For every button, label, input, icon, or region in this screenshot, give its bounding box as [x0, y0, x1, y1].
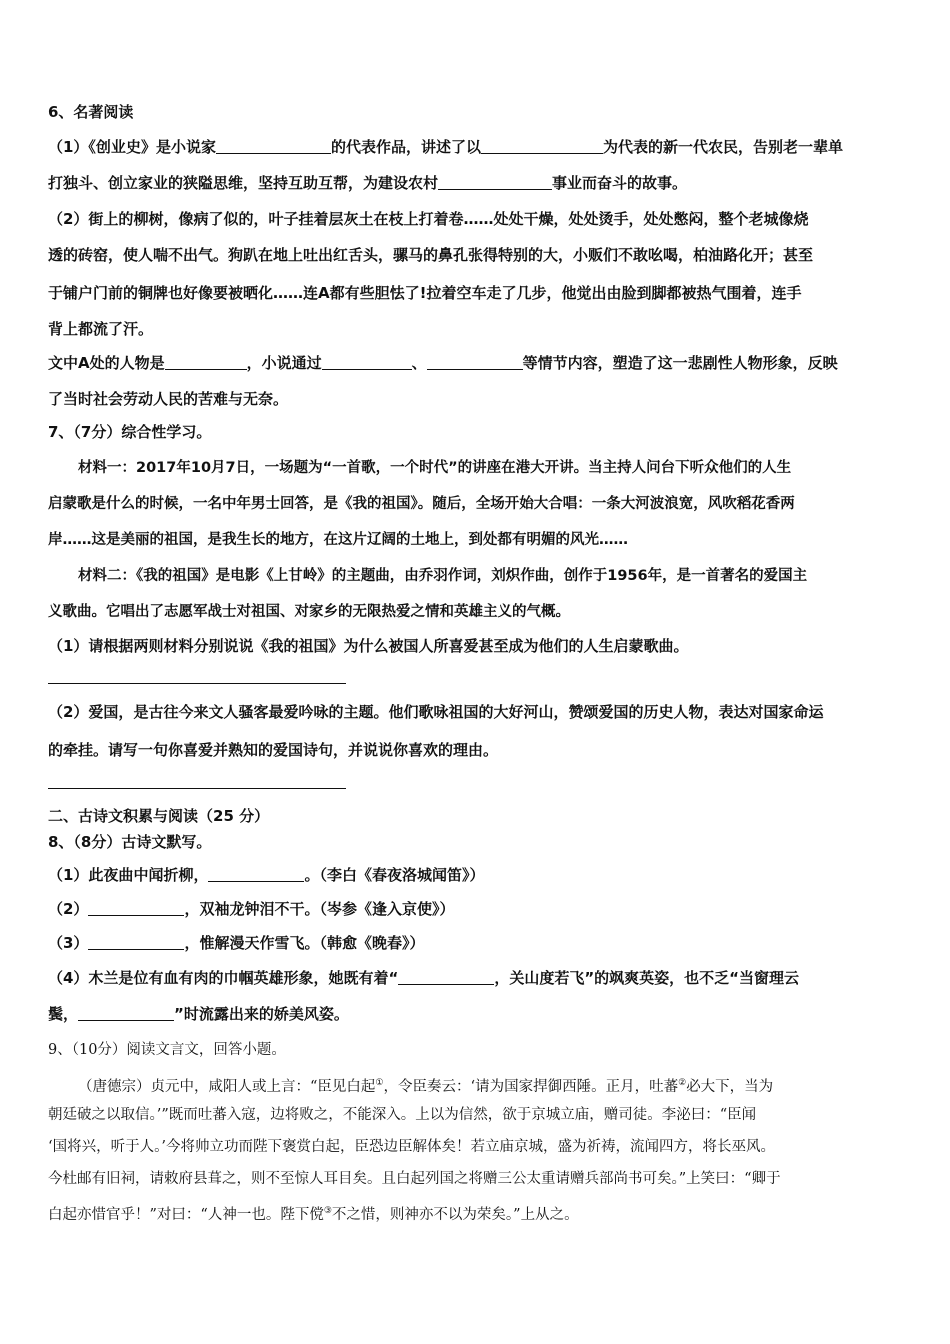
text: ，小说通过 [246, 354, 322, 372]
text: 鬓， [48, 1005, 79, 1023]
q6-p1-line1 [48, 137, 843, 157]
text: （1）此夜曲中闻折柳， [48, 866, 209, 884]
q7-question2-line1: （2）爱国，是古往今来文人骚客最爱吟咏的主题。他们歌咏祖国的大好河山，赞颂爱国的历史人物，表达对国家命运 [48, 703, 824, 721]
q8-item4-line1 [48, 968, 799, 988]
text: （3） [48, 934, 89, 952]
text: 打独斗、创立家业的狭隘思维，坚持互助互帮，为建设农村 [48, 174, 439, 192]
text: （2） [48, 900, 89, 918]
q7-material1-line3: 岸……这是美丽的祖国，是我生长的地方，在这片辽阔的土地上，到处都有明媚的风光…… [48, 532, 628, 548]
q6-p2-line2: 透的砖窑，使人喘不出气。狗趴在地上吐出红舌头，骡马的鼻孔张得特别的大，小贩们不敢吆喝，柏油路化开；甚至 [48, 246, 814, 264]
text: 的代表作品，讲述了以 [330, 138, 481, 156]
text: 文中A处的人物是 [48, 354, 165, 372]
text: ，双袖龙钟泪不干。（岑参《逢入京使》） [184, 900, 455, 918]
q9-text-line3: ‘国将兴，听于人。’今将帅立功而陛下褒赏白起，臣恐边臣解体矣！若立庙京城，盛为祈祷，流闻四方，将长巫风。 [48, 1139, 775, 1155]
q7-question1: （1）请根据两则材料分别说说《我的祖国》为什么被国人所喜爱甚至成为他们的人生启蒙歌曲。 [48, 637, 689, 655]
text: ，令臣奏云：‘请为国家捍御西陲。正月，吐蕃 [383, 1078, 679, 1095]
answer-line-q7-1[interactable] [48, 683, 346, 684]
q7-material1-line1: 材料一：2017年10月7日，一场题为“一首歌，一个时代”的讲座在港大开讲。当主持人问台下听众他们的人生 [78, 460, 792, 476]
q6-p2-line1: （2）街上的柳树，像病了似的，叶子挂着层灰土在枝上打着卷……处处干燥，处处烫手，处处憋闷，整个老城像烧 [48, 210, 809, 228]
fill-blank-poem2[interactable] [88, 900, 184, 916]
fill-blank-person[interactable] [165, 354, 247, 370]
text: 不之惜，则神亦不以为荣矣。”上从之。 [331, 1206, 579, 1223]
text: ”时流露出来的娇美风姿。 [174, 1005, 349, 1023]
q6-title: 6、名著阅读 [48, 103, 134, 121]
footnote-mark: ② [678, 1078, 687, 1088]
q6-p2-line4: 背上都流了汗。 [48, 320, 154, 338]
q9-title: 9、（10分）阅读文言文，回答小题。 [48, 1042, 286, 1058]
text: 为代表的新一代农民，告别老一辈单 [602, 138, 843, 156]
q8-item1 [48, 865, 484, 885]
fill-blank-plot1[interactable] [322, 354, 412, 370]
q8-item3 [48, 933, 424, 953]
fill-blank-cause[interactable] [438, 174, 552, 190]
footnote-mark: ③ [323, 1206, 332, 1216]
fill-blank-poem3[interactable] [88, 934, 184, 950]
q7-material2-line1: 材料二：《我的祖国》是电影《上甘岭》的主题曲，由乔羽作词，刘炽作曲，创作于1956年，是一首著名的爱国主 [78, 568, 808, 584]
text: 事业而奋斗的故事。 [552, 174, 688, 192]
text: 等情节内容，塑造了这一悲剧性人物形象，反映 [522, 354, 838, 372]
text: 、 [411, 354, 427, 372]
q6-question-line1 [48, 353, 838, 373]
fill-blank-poem5[interactable] [78, 1005, 174, 1021]
q7-title: 7、（7分）综合性学习。 [48, 423, 212, 441]
q8-title: 8、（8分）古诗文默写。 [48, 833, 212, 851]
q6-p2-line3: 于铺户门前的铜牌也好像要被晒化……连A都有些胆怯了!拉着空车走了几步，他觉出由脸到脚都被热气围着，连手 [48, 284, 802, 302]
text: （唐德宗）贞元中，咸阳人或上言：“臣见白起 [78, 1078, 376, 1095]
fill-blank-poem4[interactable] [398, 969, 494, 985]
fill-blank-plot2[interactable] [427, 354, 523, 370]
answer-line-q7-2[interactable] [48, 788, 346, 789]
section-2-title: 二、古诗文积累与阅读（25 分） [48, 807, 270, 825]
text: （1）《创业史》是小说家 [48, 138, 216, 156]
q9-text-line2: 朝廷破之以取信。’”既而吐蕃入寇，边将败之，不能深入。上以为信然，欲于京城立庙，赠司徒。李泌曰：“臣闻 [48, 1107, 757, 1123]
q6-p1-line2 [48, 173, 687, 193]
text: ，关山度若飞”的飒爽英姿，也不乏“当窗理云 [494, 969, 800, 987]
text: 必大下，当为 [686, 1078, 774, 1095]
text: （4）木兰是位有血有肉的巾帼英雄形象，她既有着“ [48, 969, 399, 987]
q8-item4-line2 [48, 1004, 349, 1024]
q9-text-line5 [48, 1201, 579, 1225]
q6-question-line2: 了当时社会劳动人民的苦难与无奈。 [48, 390, 289, 408]
q8-item2 [48, 899, 454, 919]
text: 白起亦惜官乎！”对曰：“人神一也。陛下傥 [48, 1206, 324, 1223]
q7-material2-line2: 义歌曲。它唱出了志愿军战士对祖国、对家乡的无限热爱之情和英雄主义的气概。 [48, 604, 570, 620]
q9-text-line4: 今杜邮有旧祠，请敕府县葺之，则不至惊人耳目矣。且白起列国之将赠三公太重请赠兵部尚书可矣。”上笑曰：“卿于 [48, 1171, 781, 1187]
text: 。（李白《春夜洛城闻笛》） [304, 866, 485, 884]
fill-blank-author[interactable] [216, 138, 331, 154]
text: ，惟解漫天作雪飞。（韩愈《晚春》） [184, 934, 425, 952]
q7-question2-line2: 的牵挂。请写一句你喜爱并熟知的爱国诗句，并说说你喜欢的理由。 [48, 741, 499, 759]
fill-blank-poem1[interactable] [208, 866, 304, 882]
fill-blank-character[interactable] [481, 138, 603, 154]
q7-material1-line2: 启蒙歌是什么的时候，一名中年男士回答，是《我的祖国》。随后，全场开始大合唱：一条大河波浪宽，风吹稻花香两 [48, 496, 795, 512]
q9-text-line1 [78, 1073, 773, 1097]
footnote-mark: ① [375, 1078, 384, 1088]
